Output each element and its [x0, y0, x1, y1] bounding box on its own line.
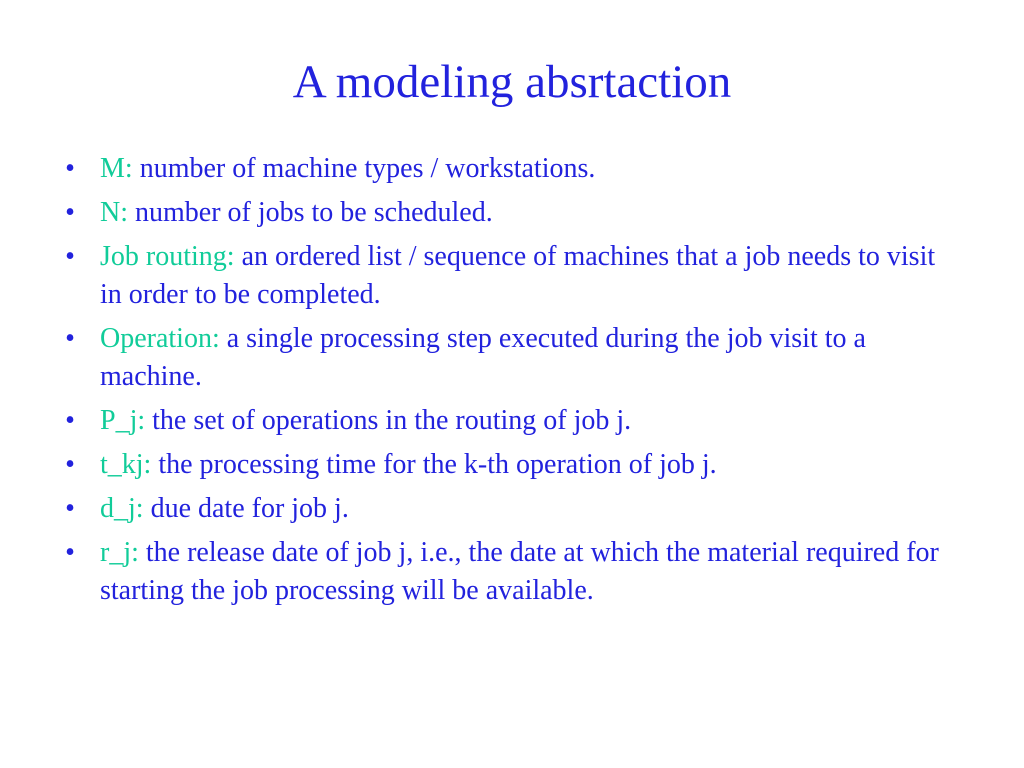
bullet-icon: • — [65, 537, 75, 568]
bullet-item-r-j — [60, 534, 940, 610]
bullet-description: an ordered list / sequence of machines that a job needs to visit in order to be completed. — [100, 241, 936, 310]
bullet-item-job-routing — [60, 238, 940, 314]
bullet-term: d_j: — [100, 493, 144, 524]
bullet-icon: • — [65, 323, 75, 354]
bullet-term: M: — [100, 153, 133, 184]
bullet-term: N: — [100, 197, 128, 228]
bullet-description: the processing time for the k-th operation of job j. — [151, 449, 717, 480]
bullet-term: P_j: — [100, 405, 146, 436]
bullet-list — [60, 150, 940, 616]
bullet-description: a single processing step executed during the job visit to a machine. — [100, 323, 866, 392]
bullet-item-n — [60, 194, 940, 232]
bullet-term: t_kj: — [100, 449, 152, 480]
bullet-icon: • — [65, 153, 75, 184]
bullet-description: due date for job j. — [143, 493, 349, 524]
bullet-description: the set of operations in the routing of job j. — [145, 405, 632, 436]
bullet-item-t-kj — [60, 446, 940, 484]
bullet-icon: • — [65, 241, 75, 272]
bullet-description: the release date of job j, i.e., the date at which the material required for starting the job processing will be available. — [100, 537, 939, 606]
bullet-description: number of machine types / workstations. — [132, 153, 596, 184]
bullet-term: Job routing: — [100, 241, 235, 272]
bullet-icon: • — [65, 449, 75, 480]
bullet-item-m — [60, 150, 940, 188]
slide-title: A modeling absrtaction — [292, 56, 732, 108]
bullet-item-d-j — [60, 490, 940, 528]
bullet-icon: • — [65, 493, 75, 524]
bullet-item-p-j — [60, 402, 940, 440]
bullet-term: Operation: — [100, 323, 220, 354]
bullet-icon: • — [65, 405, 75, 436]
bullet-term: r_j: — [100, 537, 139, 568]
bullet-item-operation — [60, 320, 940, 396]
bullet-icon: • — [65, 197, 75, 228]
bullet-description: number of jobs to be scheduled. — [128, 197, 493, 228]
